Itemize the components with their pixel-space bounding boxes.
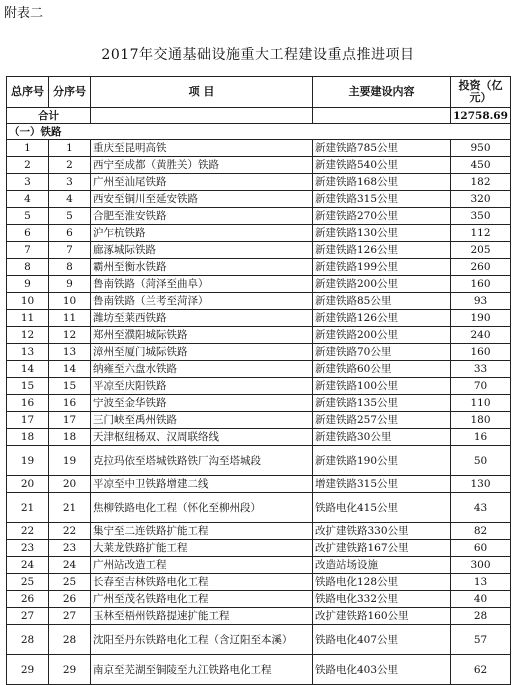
total-spacer — [91, 108, 313, 124]
row-content: 新建铁路257公里 — [313, 412, 451, 429]
row-content: 铁路电化415公里 — [313, 493, 451, 523]
row-project: 平凉至庆阳铁路 — [91, 378, 313, 395]
table-row — [7, 476, 511, 493]
row-project: 潍坊至莱西铁路 — [91, 310, 313, 327]
row-content: 新建铁路135公里 — [313, 395, 451, 412]
row-project: 郑州至濮阳城际铁路 — [91, 327, 313, 344]
row-sub-no: 10 — [49, 293, 91, 310]
row-project: 长春至吉林铁路电化工程 — [91, 574, 313, 591]
row-project: 西安至铜川至延安铁路 — [91, 191, 313, 208]
table-row — [7, 493, 511, 523]
projects-table — [6, 76, 511, 685]
table-row — [7, 225, 511, 242]
row-total-no: 17 — [7, 412, 49, 429]
row-sub-no: 16 — [49, 395, 91, 412]
row-total-no: 10 — [7, 293, 49, 310]
row-total-no: 1 — [7, 140, 49, 157]
row-invest: 240 — [451, 327, 511, 344]
row-sub-no: 27 — [49, 608, 91, 625]
row-sub-no: 5 — [49, 208, 91, 225]
row-project: 广州至茂名铁路电化工程 — [91, 591, 313, 608]
row-project: 霸州至衡水铁路 — [91, 259, 313, 276]
row-project: 克拉玛依至塔城铁路铁厂沟至塔城段 — [91, 446, 313, 476]
table-row — [7, 259, 511, 276]
table-row — [7, 412, 511, 429]
row-sub-no: 14 — [49, 361, 91, 378]
row-sub-no: 11 — [49, 310, 91, 327]
row-invest: 320 — [451, 191, 511, 208]
row-sub-no: 12 — [49, 327, 91, 344]
row-content: 改扩建铁路160公里 — [313, 608, 451, 625]
row-content: 新建铁路199公里 — [313, 259, 451, 276]
row-total-no: 9 — [7, 276, 49, 293]
row-project: 集宁至二连铁路扩能工程 — [91, 523, 313, 540]
row-content: 铁路电化407公里 — [313, 625, 451, 655]
table-row — [7, 655, 511, 685]
table-row — [7, 446, 511, 476]
table-row — [7, 540, 511, 557]
row-total-no: 29 — [7, 655, 49, 685]
table-row — [7, 208, 511, 225]
row-content: 铁路电化332公里 — [313, 591, 451, 608]
row-total-no: 28 — [7, 625, 49, 655]
row-total-no: 5 — [7, 208, 49, 225]
row-project: 玉林至梧州铁路提速扩能工程 — [91, 608, 313, 625]
table-row — [7, 378, 511, 395]
row-sub-no: 3 — [49, 174, 91, 191]
row-invest: 300 — [451, 557, 511, 574]
row-sub-no: 9 — [49, 276, 91, 293]
row-total-no: 16 — [7, 395, 49, 412]
row-invest: 950 — [451, 140, 511, 157]
header-content: 主要建设内容 — [313, 77, 451, 108]
row-total-no: 24 — [7, 557, 49, 574]
row-invest: 160 — [451, 276, 511, 293]
table-row — [7, 625, 511, 655]
row-sub-no: 20 — [49, 476, 91, 493]
row-content: 新建铁路200公里 — [313, 276, 451, 293]
total-value: 12758.69 — [451, 108, 511, 124]
row-total-no: 15 — [7, 378, 49, 395]
table-row — [7, 276, 511, 293]
table-row — [7, 429, 511, 446]
row-content: 增建铁路315公里 — [313, 476, 451, 493]
table-row — [7, 361, 511, 378]
row-content: 新建铁路540公里 — [313, 157, 451, 174]
row-invest: 43 — [451, 493, 511, 523]
row-content: 新建铁路315公里 — [313, 191, 451, 208]
row-sub-no: 7 — [49, 242, 91, 259]
table-row — [7, 523, 511, 540]
row-project: 沪乍杭铁路 — [91, 225, 313, 242]
row-sub-no: 26 — [49, 591, 91, 608]
row-project: 合肥至淮安铁路 — [91, 208, 313, 225]
row-project: 重庆至昆明高铁 — [91, 140, 313, 157]
row-invest: 130 — [451, 476, 511, 493]
row-total-no: 12 — [7, 327, 49, 344]
row-project: 廊涿城际铁路 — [91, 242, 313, 259]
row-invest: 350 — [451, 208, 511, 225]
row-invest: 93 — [451, 293, 511, 310]
row-total-no: 18 — [7, 429, 49, 446]
row-sub-no: 22 — [49, 523, 91, 540]
row-invest: 13 — [451, 574, 511, 591]
row-total-no: 7 — [7, 242, 49, 259]
table-row — [7, 327, 511, 344]
row-invest: 33 — [451, 361, 511, 378]
appendix-label: 附表二 — [4, 6, 44, 21]
row-project: 宁波至金华铁路 — [91, 395, 313, 412]
row-sub-no: 19 — [49, 446, 91, 476]
row-content: 改造站场设施 — [313, 557, 451, 574]
row-invest: 180 — [451, 412, 511, 429]
row-total-no: 19 — [7, 446, 49, 476]
total-spacer-2 — [313, 108, 451, 124]
row-invest: 82 — [451, 523, 511, 540]
row-total-no: 21 — [7, 493, 49, 523]
table-row — [7, 174, 511, 191]
row-project: 三门峡至禹州铁路 — [91, 412, 313, 429]
row-sub-no: 15 — [49, 378, 91, 395]
row-project: 沈阳至丹东铁路电化工程（含辽阳至本溪） — [91, 625, 313, 655]
table-row — [7, 140, 511, 157]
row-sub-no: 2 — [49, 157, 91, 174]
table-row — [7, 157, 511, 174]
row-sub-no: 4 — [49, 191, 91, 208]
total-label: 合计 — [7, 108, 91, 124]
row-project: 广州站改造工程 — [91, 557, 313, 574]
page-title: 2017年交通基础设施重大工程建设重点推进项目 — [101, 47, 415, 63]
row-content: 新建铁路785公里 — [313, 140, 451, 157]
row-invest: 40 — [451, 591, 511, 608]
header-project: 项 目 — [91, 77, 313, 108]
table-row — [7, 557, 511, 574]
row-total-no: 13 — [7, 344, 49, 361]
row-content: 铁路电化128公里 — [313, 574, 451, 591]
table-row — [7, 574, 511, 591]
row-sub-no: 23 — [49, 540, 91, 557]
row-invest: 260 — [451, 259, 511, 276]
row-invest: 190 — [451, 310, 511, 327]
table-row — [7, 395, 511, 412]
row-total-no: 11 — [7, 310, 49, 327]
table-row — [7, 310, 511, 327]
row-content: 新建铁路270公里 — [313, 208, 451, 225]
row-total-no: 23 — [7, 540, 49, 557]
row-content: 新建铁路70公里 — [313, 344, 451, 361]
row-project: 鲁南铁路（兰考至菏泽） — [91, 293, 313, 310]
table-row — [7, 608, 511, 625]
row-sub-no: 18 — [49, 429, 91, 446]
row-project: 漳州至厦门城际铁路 — [91, 344, 313, 361]
row-content: 新建铁路30公里 — [313, 429, 451, 446]
row-project: 纳雍至六盘水铁路 — [91, 361, 313, 378]
row-invest: 57 — [451, 625, 511, 655]
row-total-no: 20 — [7, 476, 49, 493]
row-project: 鲁南铁路（菏泽至曲阜） — [91, 276, 313, 293]
row-sub-no: 24 — [49, 557, 91, 574]
row-content: 新建铁路130公里 — [313, 225, 451, 242]
row-invest: 60 — [451, 540, 511, 557]
row-invest: 62 — [451, 655, 511, 685]
row-sub-no: 6 — [49, 225, 91, 242]
row-invest: 50 — [451, 446, 511, 476]
row-invest: 16 — [451, 429, 511, 446]
header-invest: 投资（亿元） — [451, 77, 511, 108]
row-total-no: 14 — [7, 361, 49, 378]
row-project: 南京至芜湖至铜陵至九江铁路电化工程 — [91, 655, 313, 685]
row-project: 焦柳铁路电化工程（怀化至柳州段） — [91, 493, 313, 523]
row-project: 西宁至成都（黄胜关）铁路 — [91, 157, 313, 174]
row-content: 新建铁路85公里 — [313, 293, 451, 310]
header-sub-no: 分序号 — [49, 77, 91, 108]
row-invest: 182 — [451, 174, 511, 191]
row-content: 新建铁路168公里 — [313, 174, 451, 191]
row-total-no: 26 — [7, 591, 49, 608]
row-sub-no: 13 — [49, 344, 91, 361]
row-sub-no: 21 — [49, 493, 91, 523]
table-row — [7, 242, 511, 259]
table-row — [7, 293, 511, 310]
total-row — [7, 108, 511, 124]
row-sub-no: 25 — [49, 574, 91, 591]
row-sub-no: 8 — [49, 259, 91, 276]
row-project: 天津枢纽杨双、汉周联络线 — [91, 429, 313, 446]
row-sub-no: 17 — [49, 412, 91, 429]
row-content: 新建铁路190公里 — [313, 446, 451, 476]
row-content: 新建铁路126公里 — [313, 242, 451, 259]
row-invest: 205 — [451, 242, 511, 259]
row-content: 铁路电化403公里 — [313, 655, 451, 685]
row-invest: 160 — [451, 344, 511, 361]
row-total-no: 4 — [7, 191, 49, 208]
row-content: 改扩建铁路330公里 — [313, 523, 451, 540]
section-label: （一）铁路 — [7, 124, 511, 140]
row-total-no: 6 — [7, 225, 49, 242]
table-row — [7, 191, 511, 208]
row-invest: 450 — [451, 157, 511, 174]
row-content: 新建铁路100公里 — [313, 378, 451, 395]
row-project: 大莱龙铁路扩能工程 — [91, 540, 313, 557]
table-row — [7, 591, 511, 608]
row-project: 广州至汕尾铁路 — [91, 174, 313, 191]
row-sub-no: 29 — [49, 655, 91, 685]
row-content: 新建铁路126公里 — [313, 310, 451, 327]
row-invest: 110 — [451, 395, 511, 412]
row-content: 改扩建铁路167公里 — [313, 540, 451, 557]
row-project: 平凉至中卫铁路增建二线 — [91, 476, 313, 493]
row-sub-no: 1 — [49, 140, 91, 157]
header-total-no: 总序号 — [7, 77, 49, 108]
row-invest: 28 — [451, 608, 511, 625]
row-total-no: 25 — [7, 574, 49, 591]
row-content: 新建铁路60公里 — [313, 361, 451, 378]
row-total-no: 27 — [7, 608, 49, 625]
row-invest: 112 — [451, 225, 511, 242]
section-row — [7, 124, 511, 140]
row-total-no: 22 — [7, 523, 49, 540]
table-row — [7, 344, 511, 361]
row-sub-no: 28 — [49, 625, 91, 655]
row-invest: 70 — [451, 378, 511, 395]
row-total-no: 8 — [7, 259, 49, 276]
row-total-no: 2 — [7, 157, 49, 174]
row-total-no: 3 — [7, 174, 49, 191]
row-content: 新建铁路200公里 — [313, 327, 451, 344]
